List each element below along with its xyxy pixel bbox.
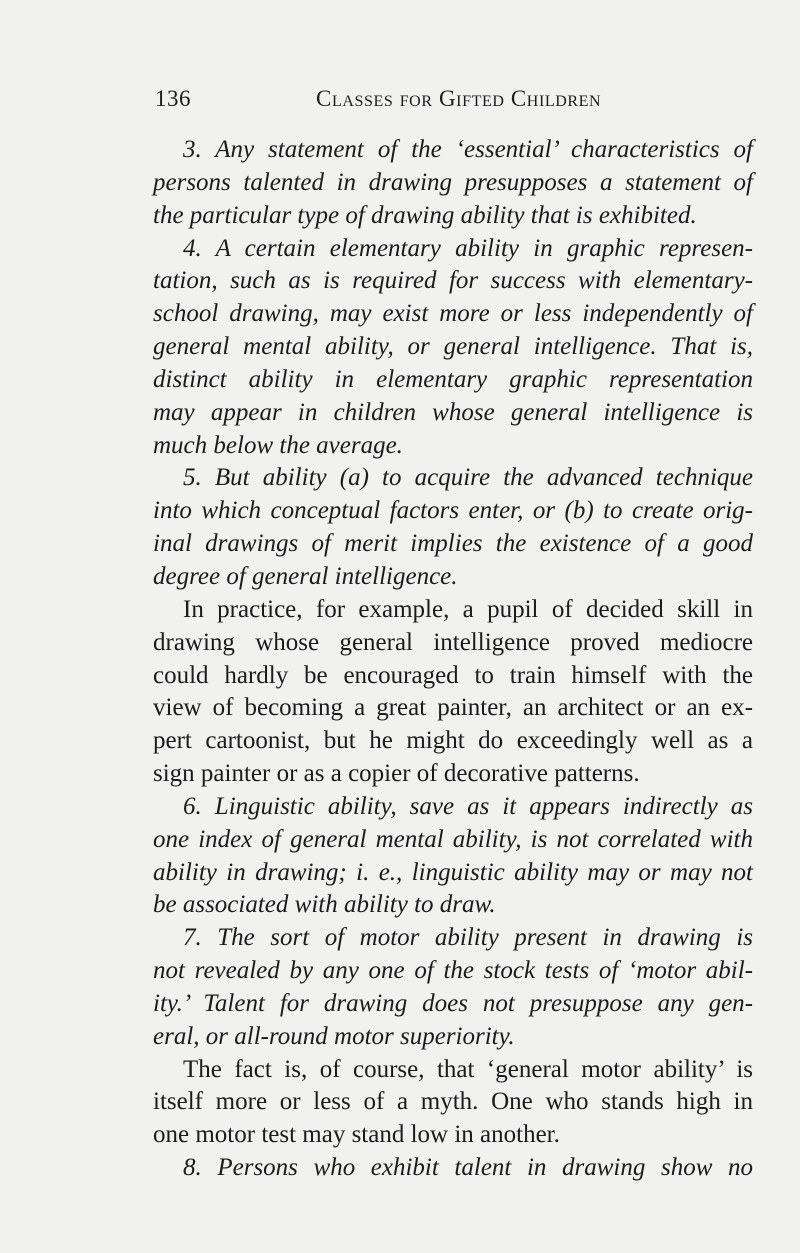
text-line: school drawing, may exist more or less independently of xyxy=(153,300,753,328)
text-line: 3. Any statement of the ‘essential’ characteristics of xyxy=(183,136,753,163)
text-line: ity.’ Talent for drawing does not presuppose any gen- xyxy=(153,989,753,1017)
text-line: 5. But ability (a) to acquire the advanced technique xyxy=(183,464,753,492)
running-title: Classes for Gifted Children xyxy=(316,86,602,111)
text-line: The fact is, of course, that ‘general motor ability’ is xyxy=(183,1055,753,1083)
text-line: degree of general intelligence. xyxy=(153,562,458,590)
text-line: sign painter or as a copier of decorative patterns. xyxy=(153,760,640,788)
text-line: be associated with ability to draw. xyxy=(153,891,496,919)
page-number: 136 xyxy=(155,86,191,111)
text-line: 6. Linguistic ability, save as it appears indirectly as xyxy=(183,792,753,820)
running-head xyxy=(155,86,625,114)
text-line: eral, or all-round motor superiority. xyxy=(153,1022,515,1050)
text-line: drawing whose general intelligence proved mediocre xyxy=(153,628,753,656)
text-line: inal drawings of merit implies the existence of a good xyxy=(153,530,753,558)
text-line: into which conceptual factors enter, or (b) to create orig- xyxy=(153,497,753,525)
text-line: not revealed by any one of the stock tests of ‘motor abil- xyxy=(153,957,753,985)
text-line: one motor test may stand low in another. xyxy=(153,1121,560,1149)
text-line: the particular type of drawing ability that is exhibited. xyxy=(153,201,697,229)
text-line: may appear in children whose general intelligence is xyxy=(153,398,753,426)
text-line: pert cartoonist, but he might do exceedingly well as a xyxy=(153,727,753,755)
text-line: persons talented in drawing presupposes a statement of xyxy=(153,168,753,196)
text-line: 7. The sort of motor ability present in drawing is xyxy=(183,924,753,952)
text-line: could hardly be encouraged to train himself with the xyxy=(153,661,753,689)
text-line: 4. A certain elementary ability in graphic represen- xyxy=(183,234,753,262)
text-line: distinct ability in elementary graphic representation xyxy=(153,365,753,393)
text-line: one index of general mental ability, is not correlated with xyxy=(153,825,753,853)
text-line: general mental ability, or general intelligence. That is, xyxy=(153,333,753,361)
body-text xyxy=(153,134,753,1185)
text-line: ability in drawing; i. e., linguistic ability may or may not xyxy=(153,858,753,886)
text-line: itself more or less of a myth. One who stands high in xyxy=(153,1088,753,1116)
text-line: tation, such as is required for success with elementary- xyxy=(153,267,753,295)
text-line: In practice, for example, a pupil of decided skill in xyxy=(183,595,753,623)
text-line: view of becoming a great painter, an architect or an ex- xyxy=(153,694,753,722)
text-line: much below the average. xyxy=(153,431,403,459)
text-line: 8. Persons who exhibit talent in drawing show no xyxy=(183,1154,753,1182)
